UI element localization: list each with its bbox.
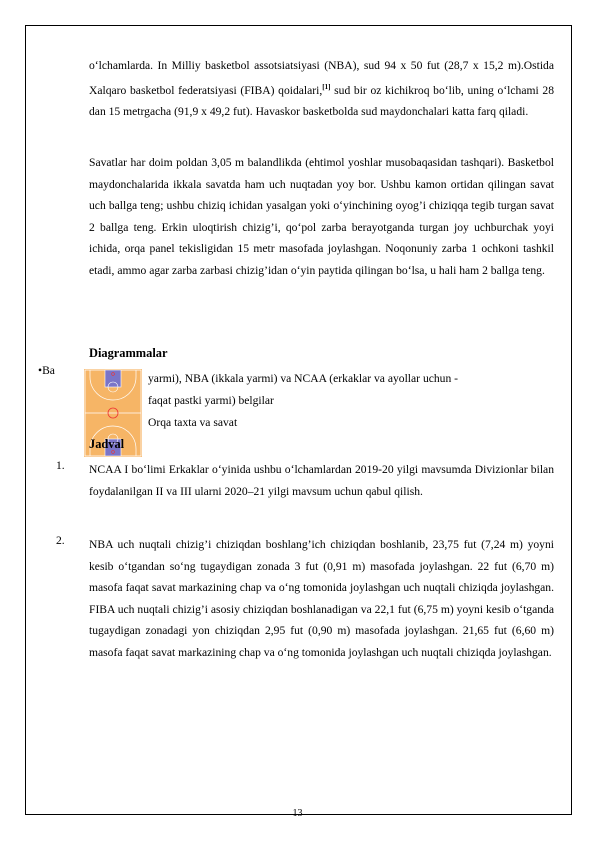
page-number: 13 bbox=[292, 808, 303, 819]
list-number-2: 2. bbox=[56, 534, 65, 547]
footnote-ref[interactable]: [1] bbox=[322, 82, 331, 91]
diagram-caption-line1: yarmi), NBA (ikkala yarmi) va NCAA (erkaklar va ayollar uchun - bbox=[148, 372, 459, 385]
paragraph-court-dimensions-part2: sud bir oz kichikroq bo‘lib, uning o‘lchami 28 dan 15 metrgacha (91,9 x 49,2 fut). Havaskor basketbolda sud maydonchalari katta farq qiladi. bbox=[89, 83, 554, 119]
paragraph-court-dimensions-part1: o‘lchamlarda. In Milliy basketbol assotsiatsiyasi (NBA), sud 94 x 50 fut (28,7 x 15,2 m).Ostida Xalqaro basketbol federatsiyasi (FIBA) qoidalari, bbox=[89, 59, 554, 97]
bullet-item: •Ba bbox=[38, 364, 55, 377]
paragraph-court-dimensions bbox=[89, 55, 554, 123]
diagram-caption-line2: faqat pastki yarmi) belgilar bbox=[148, 394, 274, 407]
diagram-caption-line3: Orqa taxta va savat bbox=[148, 416, 238, 429]
list-item-2: NBA uch nuqtali chizig’i chiziqdan boshlang’ich chiziqdan boshlanib, 23,75 fut (7,24 m) yoyni kesib o‘tgandan so‘ng tugaydigan zonada 3 fut (0,91 m) masofada joylashgan. 22 fut (6,70 m) masofa faqat savat markazining chap va o‘ng tomonida joylashgan uch nuqtali chiziqda joylashgan. FIBA uch nuqtali chizig’i asosiy chiziqdan boshlanadigan va 22,1 fut (6,75 m) yoyni kesib o‘tganda tugaydigan zonadagi yon chiziqdan 2,95 fut (0,90 m) masofada joylashgan. 21,65 fut (6,60 m) masofa faqat savat markazining chap va o‘ng tomonida joylashgan uch nuqtali chiziqda joylashgan. bbox=[89, 538, 554, 659]
list-item-1: NCAA I bo‘limi Erkaklar o‘yinida ushbu o‘lchamlardan 2019-20 yilgi mavsumda Divizionlar bilan foydalanilgan II va III ularni 2020–21 yilgi mavsum uchun qabul qilish. bbox=[89, 463, 554, 498]
heading-table: Jadval bbox=[89, 437, 125, 451]
bullet-text: Ba bbox=[42, 364, 55, 377]
list-number-1: 1. bbox=[56, 459, 65, 472]
paragraph-baskets: Savatlar har doim poldan 3,05 m balandlikda (ehtimol yoshlar musobaqasidan tashqari). Basketbol maydonchalarida ikkala savatda ham uch nuqtadan yoy bor. Ushbu kamon ortidan qilingan savat uch ballga teng; ushbu chiziq ichidan yasalgan yoki o‘yinchining oyog’i chiziqqa tegib turgan savat 2 ballga teng. Erkin uloqtirish chizig’i, qo‘pol zarba berayotganda turgan joy uchburchak yoyi ichida, orqa panel tekisligidan 15 metr masofada joylashgan. Noqonuniy zarba 1 ochkoni tashkil etadi, ammo agar zarba zarbasi chizig’idan o‘yin paytida qilingan bo‘lsa, u hali ham 2 ballga teng. bbox=[89, 156, 554, 277]
heading-diagrams: Diagrammalar bbox=[89, 346, 168, 360]
